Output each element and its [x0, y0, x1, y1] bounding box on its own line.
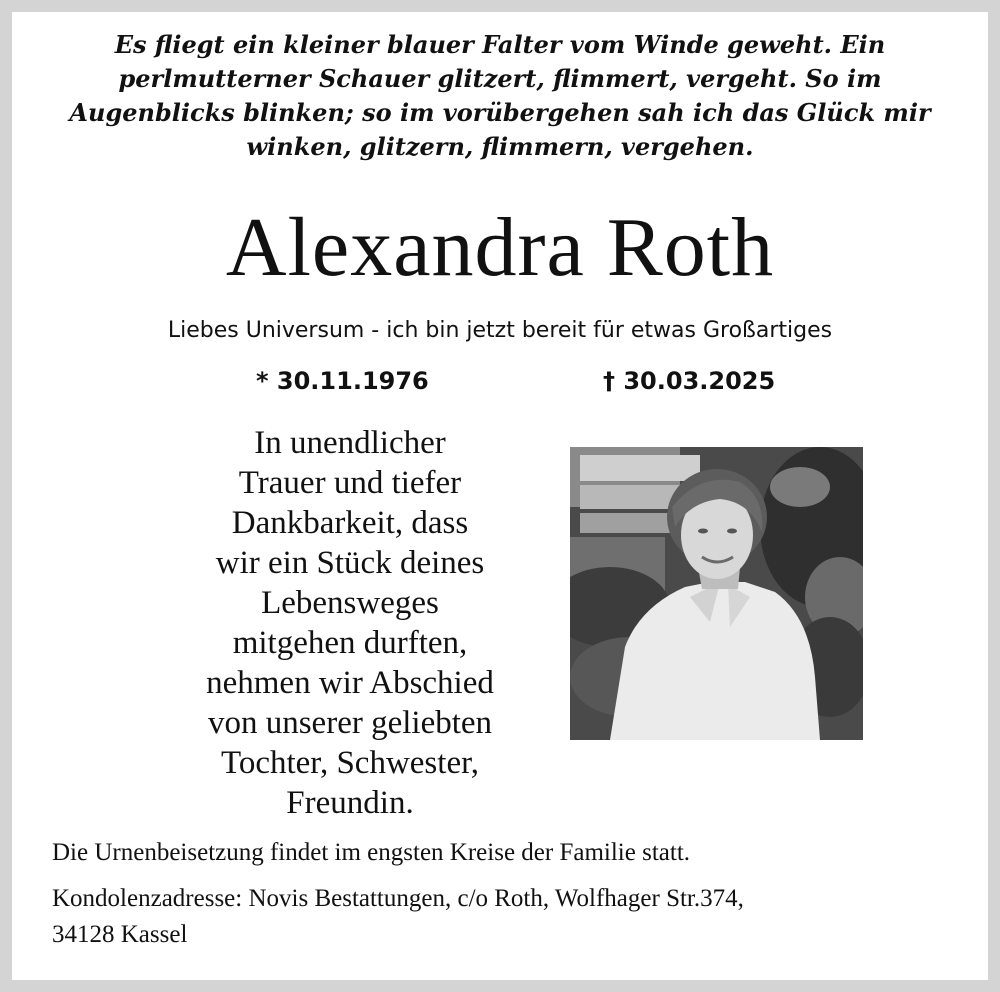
poem-line: winken, glitzern, flimmern, vergehen. — [246, 132, 754, 161]
death-date: † 30.03.2025 — [603, 367, 776, 395]
mourning-line: Tochter, Schwester, — [220, 745, 480, 781]
mourning-line: Dankbarkeit, dass — [231, 505, 469, 541]
motto: Liebes Universum - ich bin jetzt bereit für etwas Großartiges — [167, 318, 833, 343]
portrait-illustration — [570, 447, 863, 740]
mourning-line: In unendlicher — [254, 425, 446, 461]
mourning-line: von unserer geliebten — [207, 705, 493, 741]
poem-line: perlmutterner Schauer glitzert, flimmert, vergeht. So im — [118, 64, 882, 93]
burial-notice: Die Urnenbeisetzung findet im engsten Kreise der Familie statt. — [52, 839, 691, 866]
mourning-line: wir ein Stück deines — [215, 545, 485, 581]
poem-line: Augenblicks blinken; so im vorübergehen sah ich das Glück mir — [69, 98, 931, 127]
footer — [52, 835, 972, 953]
condolence-address-line2: 34128 Kassel — [52, 921, 188, 948]
mourning-line: Trauer und tiefer — [238, 465, 462, 501]
mourning-line: Lebensweges — [261, 585, 439, 621]
deceased-name: Alexandra Roth — [225, 201, 775, 294]
mourning-line: mitgehen durften, — [232, 625, 468, 661]
mourning-line: nehmen wir Abschied — [206, 665, 494, 701]
birth-date: * 30.11.1976 — [256, 367, 429, 395]
poem-line: Es fliegt ein kleiner blauer Falter vom Winde geweht. Ein — [114, 30, 886, 59]
poem — [12, 28, 988, 164]
condolence-address-line1: Kondolenzadresse: Novis Bestattungen, c/o Roth, Wolfhager Str.374, — [52, 885, 744, 912]
mourning-line: Freundin. — [286, 785, 414, 821]
portrait-photo — [570, 447, 863, 740]
mourning-text — [150, 423, 550, 823]
